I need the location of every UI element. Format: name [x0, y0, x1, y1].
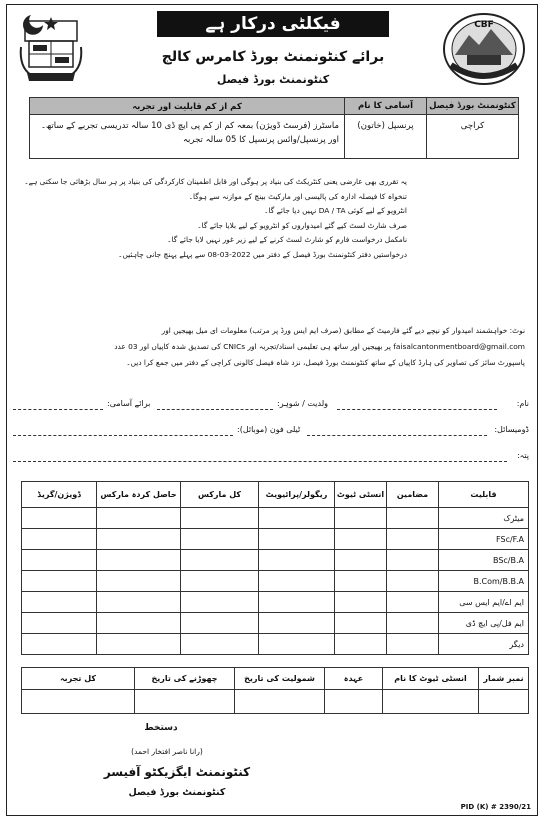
table-cell[interactable]: [181, 550, 259, 571]
officer-title: کنٹونمنٹ ایگزیکٹو آفیسر: [103, 765, 251, 779]
note-line-2-text: پر بھیجیں اور ساتھ ہی تعلیمی اسناد/تجربہ اور CNICs کی تصدیق شدہ کاپیاں اور 03 عدد: [114, 342, 391, 351]
qualification-label: ایم اے/ایم ایس سی: [439, 592, 529, 613]
col-header: نمبر شمار: [479, 668, 529, 690]
instruction-item: انٹرویو کے لیے کوئی DA / TA نہیں دیا جائے گا۔: [264, 206, 407, 216]
qualification-label: ایم فل/پی ایچ ڈی: [439, 613, 529, 634]
note-paragraph: [21, 323, 525, 371]
table-cell[interactable]: [97, 592, 181, 613]
instructions-list: [21, 175, 525, 263]
post-label: برائے آسامی:: [107, 399, 151, 408]
table-cell[interactable]: [181, 613, 259, 634]
table-row: [22, 529, 529, 550]
header: [7, 5, 537, 93]
table-cell[interactable]: [181, 508, 259, 529]
table-row: [22, 613, 529, 634]
note-line-3: پاسپورٹ سائز کی تصاویر کی ہارڈ کاپیاں کے ساتھ کنٹونمنٹ بورڈ فیصل، نزد شاہ فیصل کالونی کراچی کے دفتر میں جمع کرا دیں۔: [126, 358, 525, 367]
col-header: کل تجربہ: [22, 668, 135, 690]
table-cell[interactable]: [259, 508, 335, 529]
table-cell[interactable]: [235, 690, 325, 714]
table-cell[interactable]: [22, 613, 97, 634]
col-header: شمولیت کی تاریخ: [235, 668, 325, 690]
experience-table: [21, 667, 529, 714]
experience-header-row: [22, 668, 529, 690]
table-cell[interactable]: [387, 592, 439, 613]
table-cell[interactable]: [22, 634, 97, 655]
table-cell[interactable]: [22, 508, 97, 529]
subtitle: برائے کنٹونمنٹ بورڈ کامرس کالج: [161, 49, 385, 65]
table-cell[interactable]: [387, 550, 439, 571]
table-row: [22, 592, 529, 613]
table-cell[interactable]: [259, 592, 335, 613]
table-cell[interactable]: [97, 634, 181, 655]
table-cell[interactable]: [387, 571, 439, 592]
col-header: ڈویژن/گریڈ: [22, 482, 97, 508]
col-header: قابلیت: [439, 482, 529, 508]
table-cell[interactable]: [259, 634, 335, 655]
qualification-cell: ماسٹرز (فرسٹ ڈویژن) بمعہ کم از کم پی ایچ ڈی 10 سالہ تدریسی تجربے کے ساتھ۔ اور پرنسپل/وائس پرنسپل کا 05 سالہ تجربہ: [30, 115, 345, 159]
table-cell[interactable]: [22, 592, 97, 613]
table-cell[interactable]: [97, 571, 181, 592]
table-row: [22, 634, 529, 655]
father-field[interactable]: [157, 409, 273, 410]
table-cell[interactable]: [22, 571, 97, 592]
table-cell[interactable]: [335, 529, 387, 550]
table-cell[interactable]: [259, 550, 335, 571]
col-header-post: آسامی کا نام: [345, 98, 427, 115]
table-cell[interactable]: [259, 529, 335, 550]
table-cell[interactable]: [383, 690, 479, 714]
instruction-item: صرف شارٹ لسٹ کیے گئے امیدواروں کو انٹرویو کے لیے بلایا جائے گا۔: [197, 220, 407, 230]
education-header-row: [22, 482, 529, 508]
qualification-label: B.Com/B.B.A: [439, 571, 529, 592]
name-field[interactable]: [337, 409, 497, 410]
table-cell[interactable]: [335, 634, 387, 655]
table-cell[interactable]: [325, 690, 383, 714]
table-cell[interactable]: [335, 508, 387, 529]
domicile-label: ڈومیسائل:: [494, 425, 529, 434]
post-field[interactable]: [13, 409, 103, 410]
officer-place: کنٹونمنٹ بورڈ فیصل: [128, 787, 226, 798]
table-row: [22, 571, 529, 592]
table-cell[interactable]: [479, 690, 529, 714]
table-cell[interactable]: [97, 529, 181, 550]
place-cell: کراچی: [427, 115, 519, 159]
table-cell[interactable]: [387, 508, 439, 529]
address-field[interactable]: [13, 461, 507, 462]
col-header: ریگولر/پرائیویٹ: [259, 482, 335, 508]
pid-number: PID (K) # 2390/21: [460, 803, 531, 811]
svg-text:CBF: CBF: [474, 20, 494, 30]
phone-field[interactable]: [13, 435, 233, 436]
instruction-item: یہ تقرری بھی عارضی یعنی کنٹریکٹ کی بنیاد پر ہوگی اور قابل اطمینان کارکردگی کی بنیاد پر ہر سال بڑھائی جا سکتی ہے۔: [24, 177, 407, 186]
table-cell[interactable]: [387, 529, 439, 550]
table-cell[interactable]: [335, 550, 387, 571]
instruction-item: تنخواہ کا فیصلہ ادارہ کی پالیسی اور مارکیٹ بینچ کے موازنہ سے ہوگا۔: [188, 191, 407, 201]
table-cell[interactable]: [335, 613, 387, 634]
location-subtitle: کنٹونمنٹ بورڈ فیصل: [216, 73, 330, 86]
col-header: انسٹی ٹیوٹ کا نام: [383, 668, 479, 690]
education-table: [21, 481, 529, 655]
table-cell[interactable]: [22, 690, 135, 714]
table-cell[interactable]: [259, 571, 335, 592]
instruction-item: درخواستیں دفتر کنٹونمنٹ بورڈ فیصل کے دفتر میں 2022-03-08 سے پہلے پہنچ جانی چاہئیں۔: [118, 249, 407, 259]
qualification-label: میٹرک: [439, 508, 529, 529]
qualification-label: دیگر: [439, 634, 529, 655]
table-cell[interactable]: [97, 613, 181, 634]
table-cell[interactable]: [97, 550, 181, 571]
table-cell[interactable]: [22, 529, 97, 550]
signature-label: دستخط: [144, 723, 178, 733]
phone-label: ٹیلی فون (موبائل):: [237, 425, 301, 434]
table-cell[interactable]: [135, 690, 235, 714]
signatory-name: (رانا ناصر افتخار احمد): [131, 747, 203, 756]
table-cell[interactable]: [259, 613, 335, 634]
name-label: نام:: [516, 399, 529, 408]
col-header: انسٹی ٹیوٹ: [335, 482, 387, 508]
page-title: فیکلٹی درکار ہے: [157, 11, 389, 37]
table-cell[interactable]: [181, 571, 259, 592]
post-cell: پرنسپل (خاتون): [345, 115, 427, 159]
table-row: [22, 508, 529, 529]
table-cell[interactable]: [387, 613, 439, 634]
col-header-qualification: کم از کم قابلیت اور تجربہ: [30, 98, 345, 115]
qualification-label: BSc/B.A: [439, 550, 529, 571]
col-header: کل مارکس: [181, 482, 259, 508]
qualification-label: FSc/F.A: [439, 529, 529, 550]
col-header-place: کنٹونمنٹ بورڈ فیصل: [427, 98, 519, 115]
note-line-2: [21, 339, 525, 355]
instruction-item: نامکمل درخواست فارم کو شارٹ لسٹ کرنے کے لیے زیر غور نہیں لایا جائے گا۔: [167, 235, 407, 245]
email-link[interactable]: faisalcantonmentboard@gmail.com: [393, 342, 525, 351]
position-table: [29, 97, 519, 159]
table-cell[interactable]: [335, 571, 387, 592]
state-emblem-icon: [17, 11, 85, 85]
note-line-1: نوٹ: خواہشمند امیدوار کو نیچے دیے گئے فارمیٹ کے مطابق (صرف ایم ایس ورڈ پر مرتب) معلومات ای میل بھیجیں اور: [161, 326, 525, 335]
table-row: [22, 550, 529, 571]
table-cell[interactable]: [181, 529, 259, 550]
cantonment-board-logo-icon: [441, 11, 527, 87]
col-header: مضامین: [387, 482, 439, 508]
col-header: عہدہ: [325, 668, 383, 690]
table-cell[interactable]: [22, 550, 97, 571]
table-cell[interactable]: [181, 634, 259, 655]
father-label: ولدیت / شوہر:: [277, 399, 328, 408]
col-header: چھوڑنے کی تاریخ: [135, 668, 235, 690]
table-cell[interactable]: [387, 634, 439, 655]
advertisement-page: [6, 4, 538, 816]
domicile-field[interactable]: [307, 435, 487, 436]
address-label: پتہ:: [516, 451, 529, 460]
table-row: [22, 690, 529, 714]
table-cell[interactable]: [181, 592, 259, 613]
table-cell[interactable]: [335, 592, 387, 613]
col-header: حاصل کردہ مارکس: [97, 482, 181, 508]
table-cell[interactable]: [97, 508, 181, 529]
